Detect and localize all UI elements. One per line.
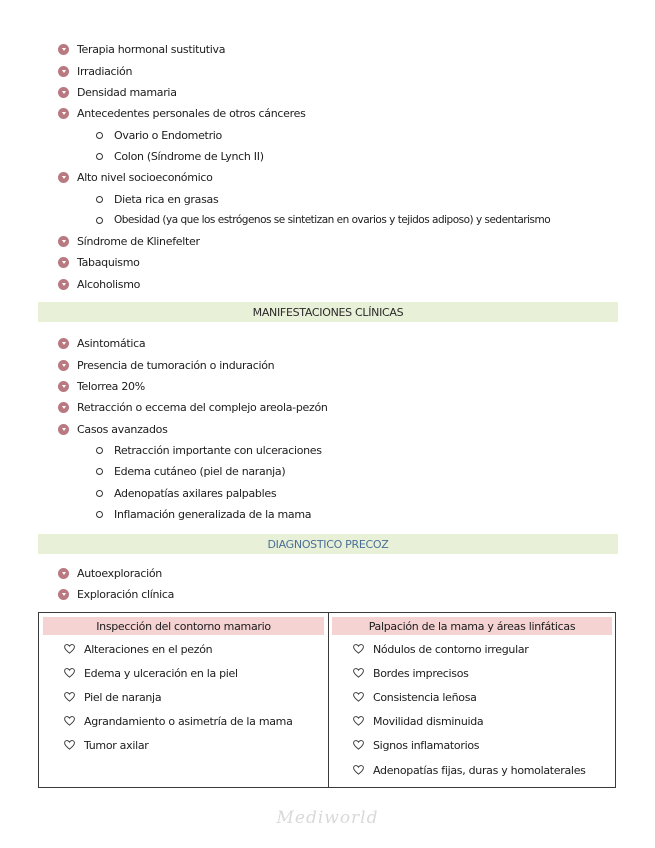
list-item (58, 586, 174, 602)
table-list-item (64, 737, 149, 753)
table-item-label: Tumor axilar (84, 738, 149, 752)
sub-list-item-label: Ovario o Endometrio (114, 128, 222, 142)
sub-list-item-label: Inflamación generalizada de la mama (114, 507, 312, 521)
chevron-bullet-icon (58, 402, 69, 413)
sub-list-item-label: Edema cutáneo (piel de naranja) (114, 464, 286, 478)
list-item (58, 399, 328, 415)
table-item-label: Agrandamiento o asimetría de la mama (84, 714, 293, 728)
table-list-item (64, 689, 161, 705)
chevron-bullet-icon (58, 360, 69, 371)
column-divider (328, 613, 329, 787)
table-item-label: Bordes imprecisos (373, 666, 469, 680)
table-list-item (64, 713, 293, 729)
sub-list-item-label: Adenopatías axilares palpables (114, 486, 277, 500)
table-item-label: Alteraciones en el pezón (84, 642, 213, 656)
list-item (58, 378, 145, 394)
chevron-bullet-icon (58, 236, 69, 247)
list-item (58, 565, 162, 581)
table-list-item (353, 641, 529, 657)
table-list-item (64, 641, 212, 657)
list-item (58, 105, 306, 121)
list-item (58, 357, 274, 373)
list-item (58, 84, 177, 100)
heart-icon (353, 765, 364, 775)
table-list-item (353, 762, 586, 778)
list-item-label: Telorrea 20% (77, 379, 145, 393)
chevron-bullet-icon (58, 108, 69, 119)
circle-bullet-icon (96, 468, 103, 475)
circle-bullet-icon (96, 132, 103, 139)
section-header-diagnosis (38, 534, 618, 554)
sub-list-item-label: Colon (Síndrome de Lynch II) (114, 149, 264, 163)
list-item-label: Alto nivel socioeconómico (77, 170, 213, 184)
list-item-label: Exploración clínica (77, 587, 175, 601)
section-header-clinical (38, 302, 618, 322)
sub-list-item-label: Retracción importante con ulceraciones (114, 443, 322, 457)
table-list-item (353, 665, 469, 681)
list-item (58, 63, 132, 79)
column-header-label: Palpación de la mama y áreas linfáticas (368, 619, 576, 633)
column-header-label: Inspección del contorno mamario (96, 619, 271, 633)
list-item-label: Alcoholismo (77, 277, 141, 291)
list-item-label: Casos avanzados (77, 422, 168, 436)
table-list-item (353, 713, 483, 729)
watermark: Mediworld (276, 808, 379, 828)
table-item-label: Edema y ulceración en la piel (84, 666, 238, 680)
list-item (58, 254, 140, 270)
list-item-label: Autoexploración (77, 566, 162, 580)
chevron-bullet-icon (58, 44, 69, 55)
heart-icon (64, 716, 75, 726)
list-item (58, 276, 140, 292)
chevron-bullet-icon (58, 279, 69, 290)
table-item-label: Piel de naranja (84, 690, 162, 704)
column-header-palpation (332, 617, 612, 635)
circle-bullet-icon (96, 196, 103, 203)
heart-icon (353, 716, 364, 726)
table-item-label: Consistencia leñosa (373, 690, 477, 704)
heart-icon (64, 740, 75, 750)
list-item-label: Asintomática (77, 336, 146, 350)
table-item-label: Adenopatías fijas, duras y homolaterales (373, 763, 586, 777)
sub-list-item (96, 485, 276, 501)
circle-bullet-icon (96, 217, 103, 224)
table-list-item (353, 689, 477, 705)
table-item-label: Nódulos de contorno irregular (373, 642, 529, 656)
heart-icon (353, 668, 364, 678)
heart-icon (353, 740, 364, 750)
list-item-label: Tabaquismo (77, 255, 140, 269)
heart-icon (353, 644, 364, 654)
heart-icon (64, 692, 75, 702)
chevron-bullet-icon (58, 66, 69, 77)
chevron-bullet-icon (58, 424, 69, 435)
chevron-bullet-icon (58, 589, 69, 600)
circle-bullet-icon (96, 447, 103, 454)
sub-list-item (96, 148, 264, 164)
list-item-label: Irradiación (77, 64, 133, 78)
heart-icon (64, 644, 75, 654)
list-item-label: Retracción o eccema del complejo areola-pezón (77, 400, 328, 414)
circle-bullet-icon (96, 511, 103, 518)
sub-list-item (96, 506, 311, 522)
sub-list-item (96, 127, 222, 143)
list-item (58, 335, 145, 351)
chevron-bullet-icon (58, 87, 69, 98)
section-title: DIAGNOSTICO PRECOZ (267, 537, 389, 551)
circle-bullet-icon (96, 490, 103, 497)
list-item (58, 41, 225, 57)
list-item-label: Terapia hormonal sustitutiva (77, 42, 226, 56)
heart-icon (353, 692, 364, 702)
sub-list-item-label: Dieta rica en grasas (114, 192, 219, 206)
sub-list-item (96, 191, 218, 207)
section-title: MANIFESTACIONES CLÍNICAS (252, 305, 404, 319)
sub-list-item (96, 442, 322, 458)
table-item-label: Movilidad disminuida (373, 714, 484, 728)
sub-list-item-label: Obesidad (ya que los estrógenos se sintetizan en ovarios y tejidos adiposo) y sedentarismo (114, 214, 551, 226)
exam-table (38, 612, 616, 788)
chevron-bullet-icon (58, 568, 69, 579)
list-item-label: Síndrome de Klinefelter (77, 234, 200, 248)
list-item (58, 169, 213, 185)
chevron-bullet-icon (58, 338, 69, 349)
list-item (58, 421, 168, 437)
chevron-bullet-icon (58, 172, 69, 183)
table-list-item (64, 665, 238, 681)
chevron-bullet-icon (58, 257, 69, 268)
chevron-bullet-icon (58, 381, 69, 392)
heart-icon (64, 668, 75, 678)
sub-list-item (96, 212, 550, 228)
list-item (58, 233, 200, 249)
table-list-item (353, 737, 479, 753)
list-item-label: Presencia de tumoración o induración (77, 358, 275, 372)
list-item-label: Densidad mamaria (77, 85, 177, 99)
circle-bullet-icon (96, 153, 103, 160)
sub-list-item (96, 463, 285, 479)
list-item-label: Antecedentes personales de otros cánceres (77, 106, 306, 120)
column-header-inspection (43, 617, 324, 635)
table-item-label: Signos inflamatorios (373, 738, 480, 752)
